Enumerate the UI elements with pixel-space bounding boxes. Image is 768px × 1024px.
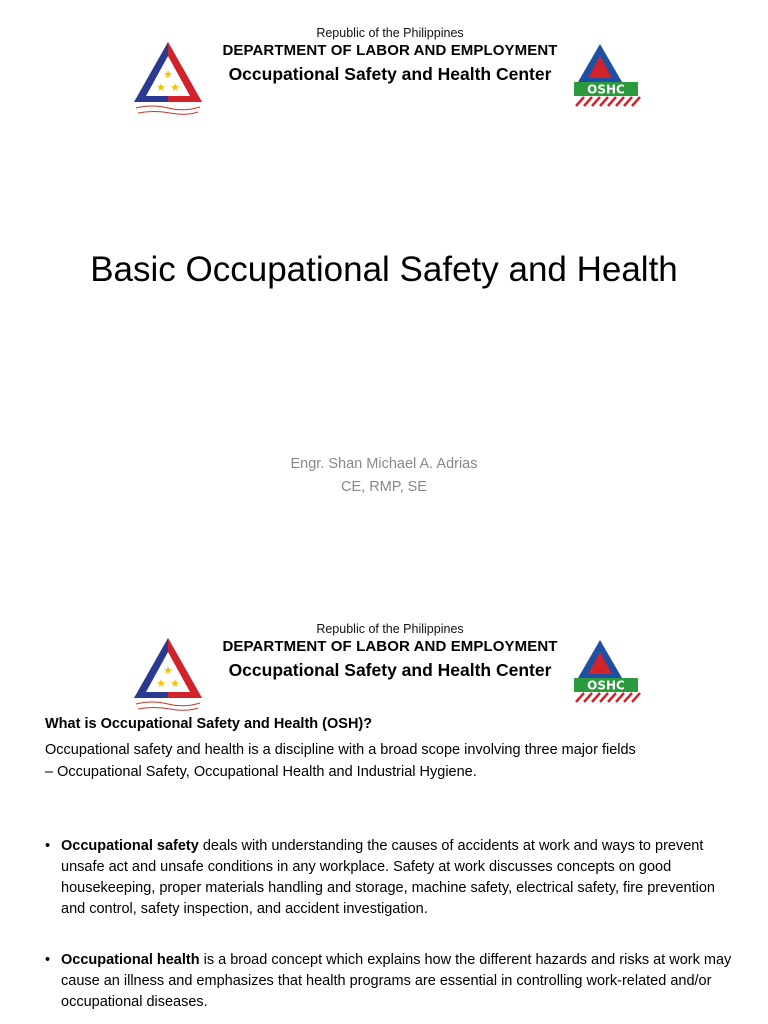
- bullet-text: deals with understanding the causes of accidents at work and ways to prevent unsafe act and unsafe conditions in any workplace. Safety at work discusses concepts on good housekeeping, proper materials handling and storage, machine safety, electrical safety, fire prevention and control, safety inspection, and accident investigation.: [61, 838, 715, 917]
- definition-line-1: Occupational safety and health is a discipline with a broad scope involving three major fields: [45, 742, 636, 758]
- content-slide: [0, 596, 768, 1024]
- dole-logo-icon: [132, 636, 204, 714]
- dole-logo-icon: [132, 40, 204, 118]
- bullet-item-occupational-safety: [45, 836, 735, 920]
- definition-line-2: – Occupational Safety, Occupational Health and Industrial Hygiene.: [45, 764, 477, 780]
- bullet-icon: •: [45, 952, 51, 968]
- header-banner: [0, 616, 768, 706]
- svg-text:★: ★: [163, 68, 173, 81]
- oshc-logo-icon: [570, 42, 642, 108]
- svg-text:★: ★: [170, 81, 180, 94]
- slide-title: Basic Occupational Safety and Health: [90, 250, 678, 289]
- republic-label: Republic of the Philippines: [316, 622, 464, 636]
- bullet-item-occupational-health: [45, 950, 735, 1013]
- svg-text:★: ★: [156, 81, 166, 94]
- bullet-body: [61, 836, 735, 920]
- svg-text:★: ★: [170, 677, 180, 690]
- center-label: Occupational Safety and Health Center: [228, 64, 552, 84]
- center-label: Occupational Safety and Health Center: [228, 660, 552, 680]
- oshc-logo-text: OSHC: [587, 678, 625, 693]
- svg-text:★: ★: [163, 664, 173, 677]
- svg-text:★: ★: [156, 677, 166, 690]
- bullet-body: [61, 950, 735, 1013]
- oshc-logo-text: OSHC: [587, 82, 625, 97]
- header-banner: [0, 20, 768, 110]
- department-label: DEPARTMENT OF LABOR AND EMPLOYMENT: [222, 638, 558, 655]
- department-label: DEPARTMENT OF LABOR AND EMPLOYMENT: [222, 42, 558, 59]
- republic-label: Republic of the Philippines: [316, 26, 464, 40]
- author-name: Engr. Shan Michael A. Adrias: [290, 456, 478, 472]
- oshc-logo-icon: [570, 638, 642, 704]
- bullet-term: Occupational safety: [61, 838, 199, 854]
- author-credentials: CE, RMP, SE: [341, 479, 427, 495]
- bullet-icon: •: [45, 838, 51, 854]
- section-heading: What is Occupational Safety and Health (OSH)?: [45, 716, 373, 732]
- bullet-term: Occupational health: [61, 952, 200, 968]
- bullet-text: is a broad concept which explains how the different hazards and risks at work may cause an illness and emphasizes that health programs are essential in controlling work-related and/or occupational diseases.: [61, 952, 732, 1010]
